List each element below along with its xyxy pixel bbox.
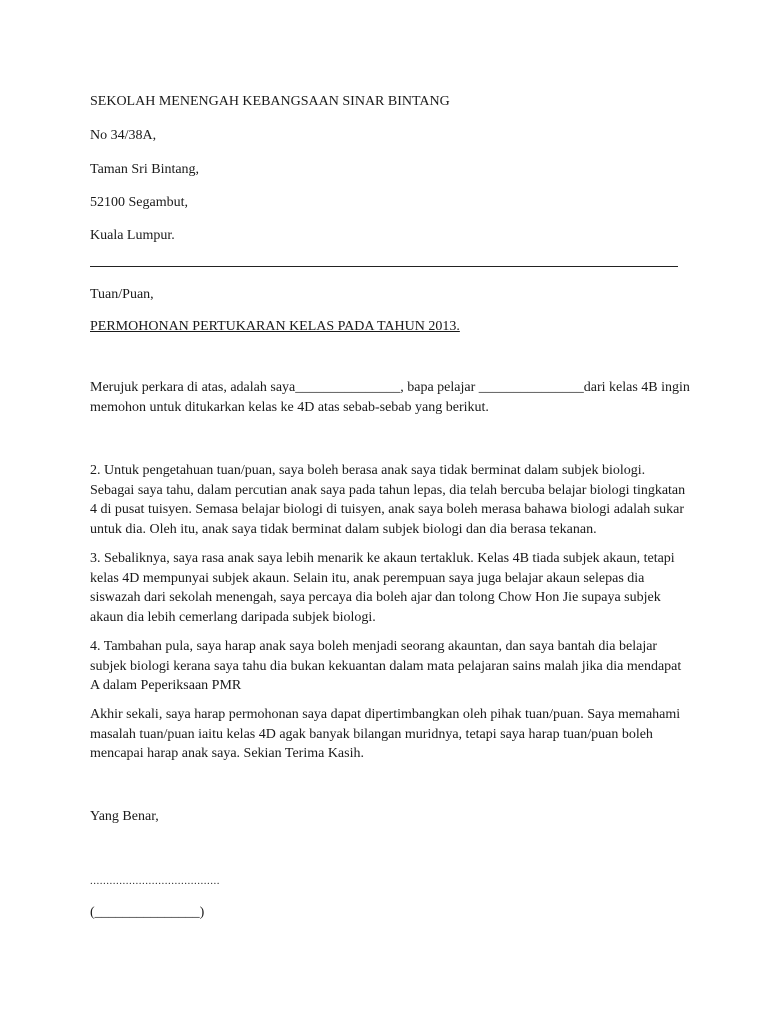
paragraph-line: 3. Sebaliknya, saya rasa anak saya lebih menarik ke akaun tertakluk. Kelas 4B tiada subjek akaun, tetapi <box>90 551 675 566</box>
paragraph-line: 4. Tambahan pula, saya harap anak saya boleh menjadi seorang akauntan, dan saya bantah dia belajar <box>90 639 658 654</box>
paragraph-intro <box>90 378 690 417</box>
salutation: Tuan/Puan, <box>90 287 154 302</box>
paragraph-line: Merujuk perkara di atas, adalah saya_______________, bapa pelajar _______________dari kelas 4B ingin <box>90 380 690 395</box>
paragraph-line: kelas 4D mempunyai subjek akaun. Selain itu, anak perempuan saya juga belajar akaun selepas dia <box>90 570 645 586</box>
paragraph-line: 4 di pusat tuisyen. Semasa belajar biologi di tuisyen, anak saya boleh merasa bahawa biologi adalah sukar <box>90 502 685 517</box>
paragraph-line: memohon untuk ditukarkan kelas ke 4D atas sebab-sebab yang berikut. <box>90 399 489 415</box>
paragraph-line: Sebagai saya tahu, dalam percutian anak saya pada tahun lepas, dia telah bercuba belajar biologi tingkatan <box>90 482 686 498</box>
paragraph-line: akaun dia lebih cemerlang daripada subjek biologi. <box>90 609 376 625</box>
paragraph-4 <box>90 637 690 696</box>
paragraph-line: untuk dia. Oleh itu, anak saya tidak berminat dalam subjek biologi dan dia berasa tekanan. <box>90 521 597 537</box>
paragraph-line: 2. Untuk pengetahuan tuan/puan, saya boleh berasa anak saya tidak berminat dalam subjek biologi. <box>90 463 646 478</box>
paragraph-line: Akhir sekali, saya harap permohonan saya dapat dipertimbangkan oleh pihak tuan/puan. Saya memahami <box>90 707 681 722</box>
paragraph-line: masalah tuan/puan iaitu kelas 4D agak banyak bilangan muridnya, tetapi saya harap tuan/puan boleh <box>90 726 653 742</box>
address-line-1: No 34/38A, <box>90 128 157 143</box>
school-name: SEKOLAH MENENGAH KEBANGSAAN SINAR BINTANG <box>90 94 450 109</box>
paragraph-2 <box>90 461 690 539</box>
signature-name: (_______________) <box>90 905 205 920</box>
paragraph-line: subjek biologi kerana saya tahu dia bukan kekuantan dalam mata pelajaran sains malah jika dia mendapat <box>90 658 682 674</box>
address-line-2: Taman Sri Bintang, <box>90 162 200 177</box>
paragraph-closing <box>90 705 690 764</box>
letter-subject: PERMOHONAN PERTUKARAN KELAS PADA TAHUN 2013. <box>90 319 460 334</box>
paragraph-line: A dalam Peperiksaan PMR <box>90 678 242 693</box>
address-line-4: Kuala Lumpur. <box>90 228 175 243</box>
paragraph-line: siswazah dari sekolah menengah, saya percaya dia boleh ajar dan tolong Chow Hon Jie supaya subjek <box>90 590 661 605</box>
address-line-3: 52100 Segambut, <box>90 195 188 210</box>
signature-line: ........................................ <box>90 875 220 887</box>
paragraph-line: mencapai harap anak saya. Sekian Terima Kasih. <box>90 746 364 761</box>
closing: Yang Benar, <box>90 809 159 824</box>
paragraph-3 <box>90 549 690 627</box>
header-divider <box>90 266 678 267</box>
